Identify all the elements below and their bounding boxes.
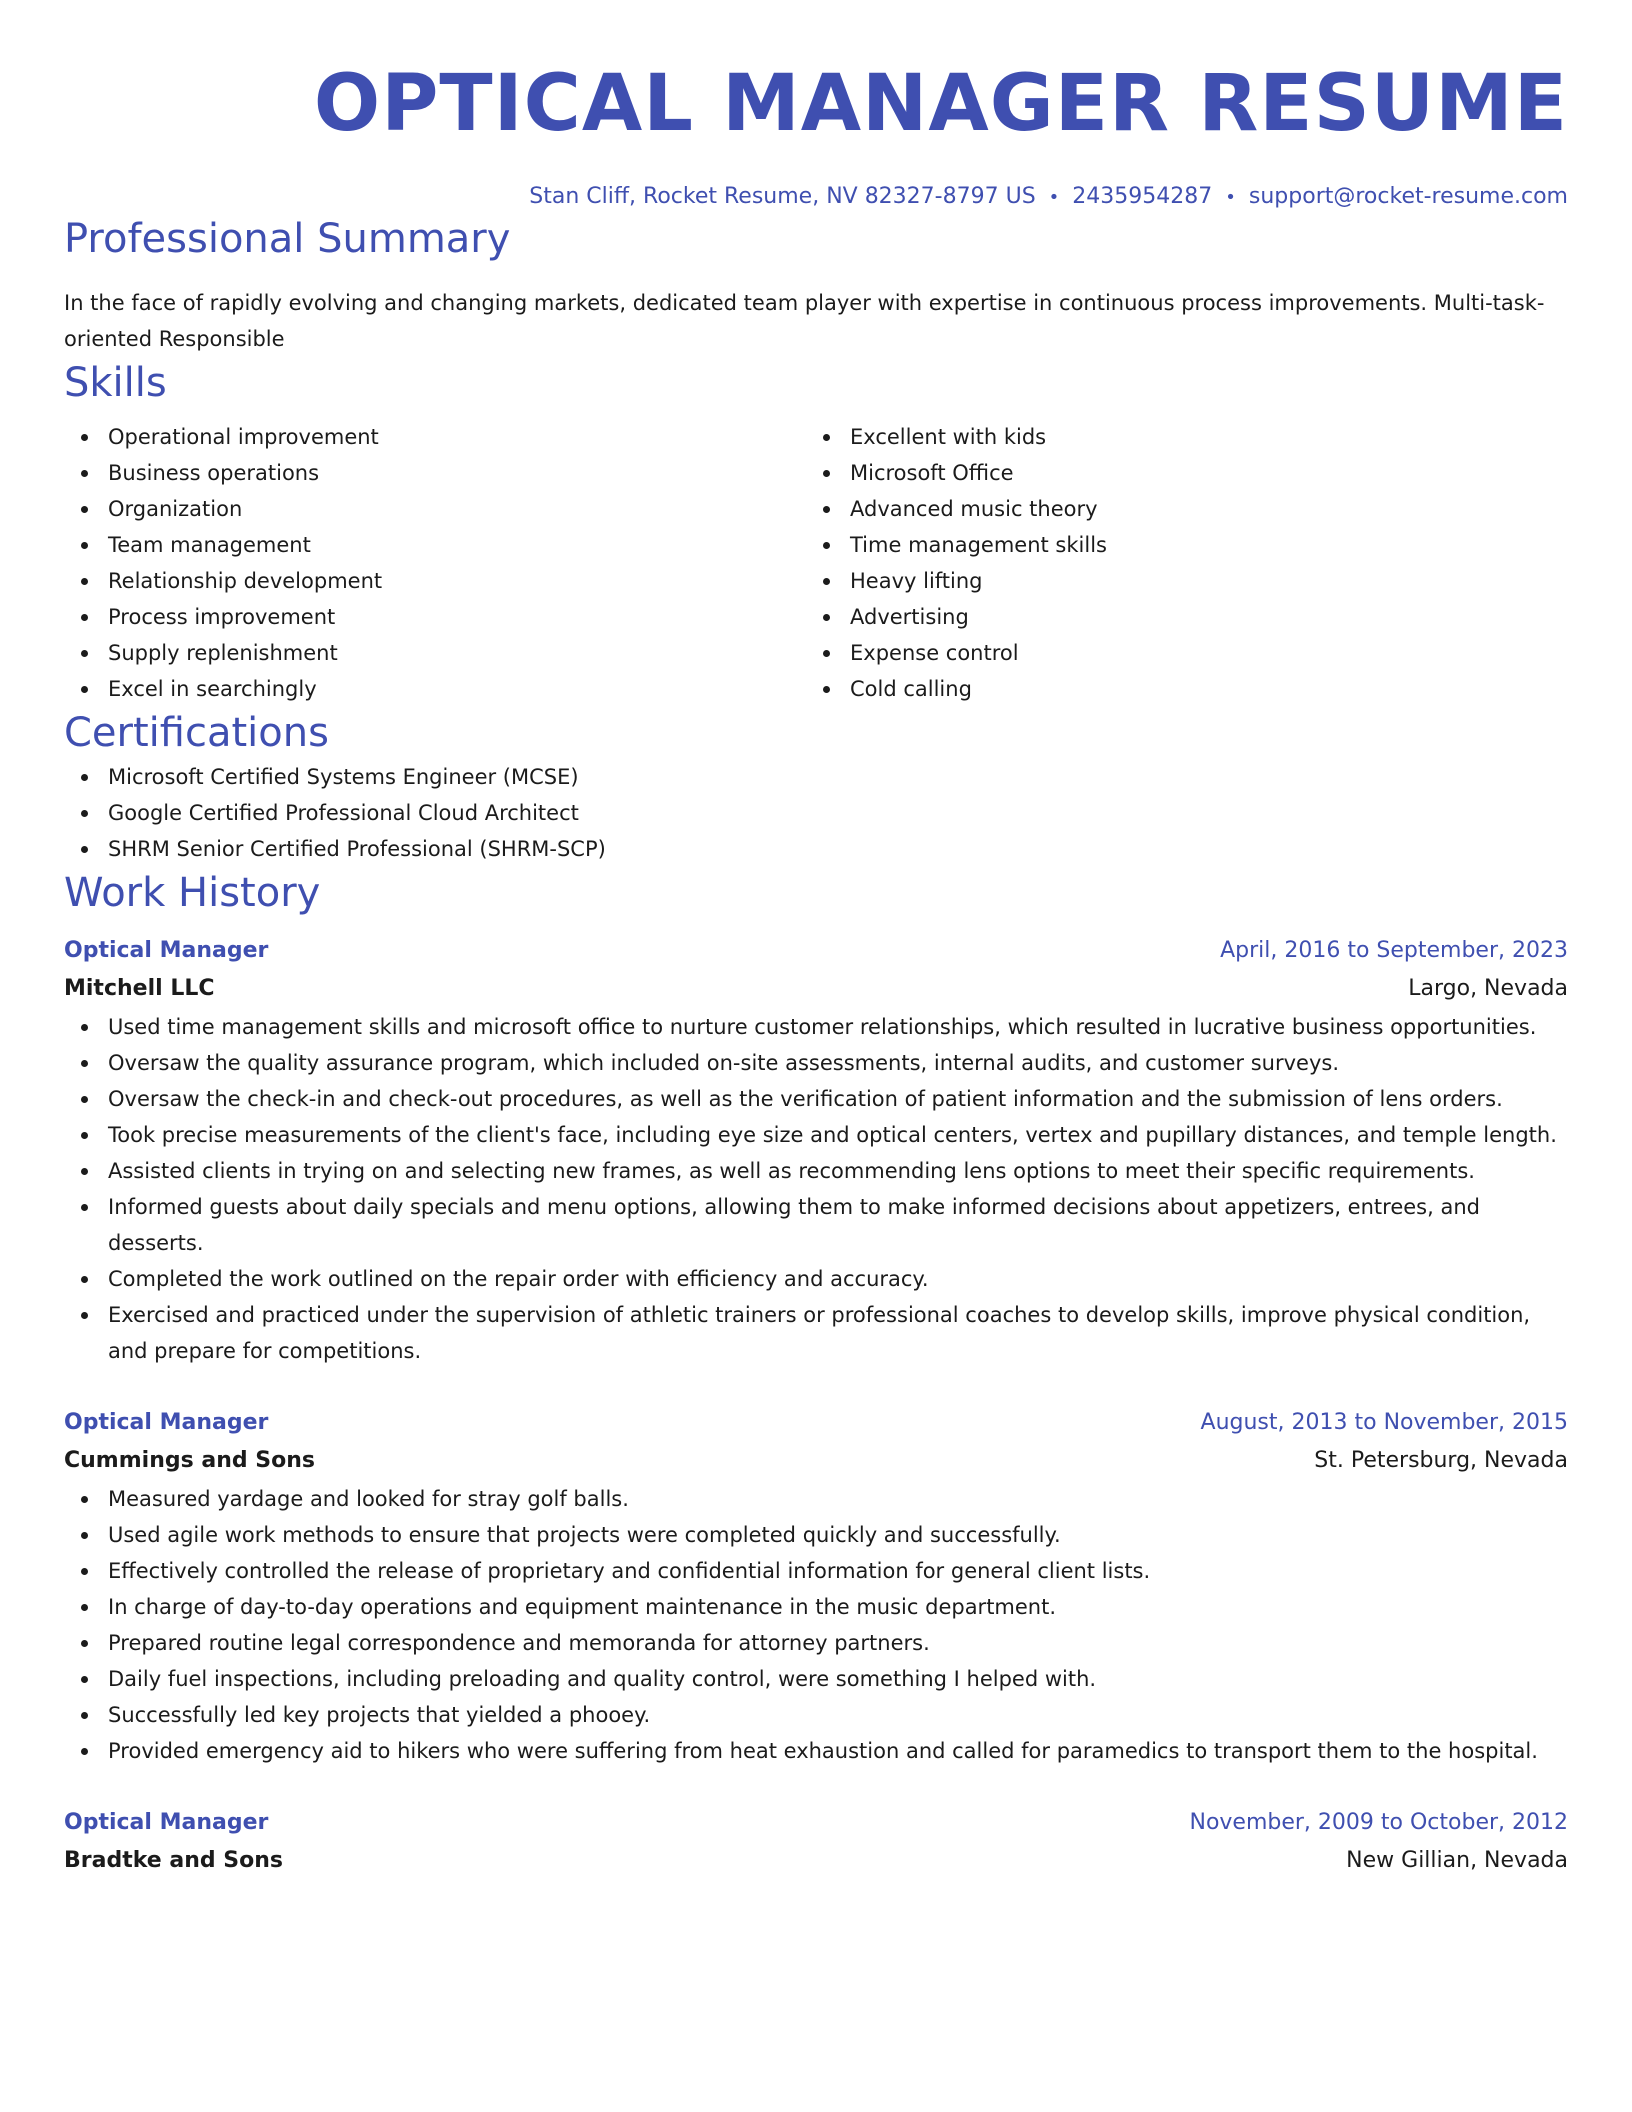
skill-item: Excel in searchingly <box>64 671 806 707</box>
job-duty: Used time management skills and microsoft office to nurture customer relationships, which resulted in lucrative business opportunities. <box>64 1009 1568 1045</box>
contact-separator: • <box>1225 187 1236 208</box>
job-duty: Successfully led key projects that yielded a phooey. <box>64 1697 1568 1733</box>
job-header-row <box>64 1405 1568 1441</box>
job-duty: Assisted clients in trying on and selecting new frames, as well as recommending lens options to meet their specific requirements. <box>64 1153 1568 1189</box>
job-duty: Completed the work outlined on the repair order with efficiency and accuracy. <box>64 1261 1568 1297</box>
skill-item: Advertising <box>806 599 1548 635</box>
skill-item: Microsoft Office <box>806 455 1548 491</box>
job-duty: Effectively controlled the release of proprietary and confidential information for general client lists. <box>64 1553 1568 1589</box>
job-title: Optical Manager <box>64 938 269 963</box>
job-duty: Took precise measurements of the client's face, including eye size and optical centers, vertex and pupillary distances, and temple length. <box>64 1117 1568 1153</box>
job-title: Optical Manager <box>64 1410 269 1435</box>
skill-item: Cold calling <box>806 671 1548 707</box>
skill-item: Process improvement <box>64 599 806 635</box>
job-entry <box>64 1805 1568 1881</box>
job-company: Cummings and Sons <box>64 1448 315 1473</box>
job-dates: August, 2013 to November, 2015 <box>1200 1410 1568 1435</box>
contact-address: Stan Cliff, Rocket Resume, NV 82327-8797 US <box>529 184 1036 209</box>
job-company: Mitchell LLC <box>64 976 215 1001</box>
job-duty: Informed guests about daily specials and menu options, allowing them to make informed decisions about appetizers, entrees, and desserts. <box>64 1189 1568 1261</box>
skill-item: Heavy lifting <box>806 563 1548 599</box>
skill-item: Business operations <box>64 455 806 491</box>
job-duty: Oversaw the check-in and check-out procedures, as well as the verification of patient information and the submission of lens orders. <box>64 1081 1568 1117</box>
skill-item: Organization <box>64 491 806 527</box>
job-company-row <box>64 1441 1568 1481</box>
job-dates: November, 2009 to October, 2012 <box>1189 1810 1568 1835</box>
job-entry <box>64 1405 1568 1769</box>
job-duty: Oversaw the quality assurance program, which included on-site assessments, internal audits, and customer surveys. <box>64 1045 1568 1081</box>
certifications-heading: Certifications <box>64 710 329 756</box>
contact-line <box>64 182 1568 213</box>
contact-separator: • <box>1048 187 1060 208</box>
contact-email[interactable]: support@rocket-resume.com <box>1248 184 1568 209</box>
skill-item: Operational improvement <box>64 419 806 455</box>
job-duty: Measured yardage and looked for stray golf balls. <box>64 1481 1568 1517</box>
job-title: Optical Manager <box>64 1810 269 1835</box>
summary-text: In the face of rapidly evolving and changing markets, dedicated team player with expertise in continuous process improvements. Multi-task-oriented Responsible <box>64 291 1545 351</box>
resume-page <box>64 0 1568 1881</box>
job-duty: Used agile work methods to ensure that projects were completed quickly and successfully. <box>64 1517 1568 1553</box>
skills-heading: Skills <box>64 360 167 406</box>
job-duty: Daily fuel inspections, including preloading and quality control, were something I helped with. <box>64 1661 1568 1697</box>
job-location: St. Petersburg, Nevada <box>1314 1448 1568 1473</box>
job-duty: In charge of day-to-day operations and equipment maintenance in the music department. <box>64 1589 1568 1625</box>
job-duties-list <box>64 1009 1568 1369</box>
job-dates: April, 2016 to September, 2023 <box>1220 938 1568 963</box>
work-history-heading: Work History <box>64 870 321 916</box>
skill-item: Relationship development <box>64 563 806 599</box>
job-company-row <box>64 1841 1568 1881</box>
job-duty: Provided emergency aid to hikers who were suffering from heat exhaustion and called for paramedics to transport them to the hospital. <box>64 1733 1568 1769</box>
certifications-list <box>64 759 1568 867</box>
skills-grid <box>64 419 1568 707</box>
job-duty: Exercised and practiced under the supervision of athletic trainers or professional coaches to develop skills, improve physical condition, and prepare for competitions. <box>64 1297 1568 1369</box>
skills-list-right <box>806 419 1548 707</box>
job-entry <box>64 933 1568 1369</box>
job-duties-list <box>64 1481 1568 1769</box>
job-location: New Gillian, Nevada <box>1346 1848 1568 1873</box>
job-company: Bradtke and Sons <box>64 1848 283 1873</box>
contact-phone: 2435954287 <box>1072 184 1213 209</box>
skill-item: Supply replenishment <box>64 635 806 671</box>
job-location: Largo, Nevada <box>1408 976 1568 1001</box>
skill-item: Advanced music theory <box>806 491 1548 527</box>
skill-item: Team management <box>64 527 806 563</box>
job-header-row <box>64 933 1568 969</box>
job-header-row <box>64 1805 1568 1841</box>
summary-heading: Professional Summary <box>64 216 511 262</box>
certification-item: Google Certified Professional Cloud Architect <box>64 795 1568 831</box>
skill-item: Expense control <box>806 635 1548 671</box>
skill-item: Time management skills <box>806 527 1548 563</box>
resume-title: OPTICAL MANAGER RESUME <box>313 59 1568 149</box>
job-company-row <box>64 969 1568 1009</box>
certification-item: Microsoft Certified Systems Engineer (MCSE) <box>64 759 1568 795</box>
job-duty: Prepared routine legal correspondence and memoranda for attorney partners. <box>64 1625 1568 1661</box>
skills-list-left <box>64 419 806 707</box>
skill-item: Excellent with kids <box>806 419 1548 455</box>
certification-item: SHRM Senior Certified Professional (SHRM-SCP) <box>64 831 1568 867</box>
